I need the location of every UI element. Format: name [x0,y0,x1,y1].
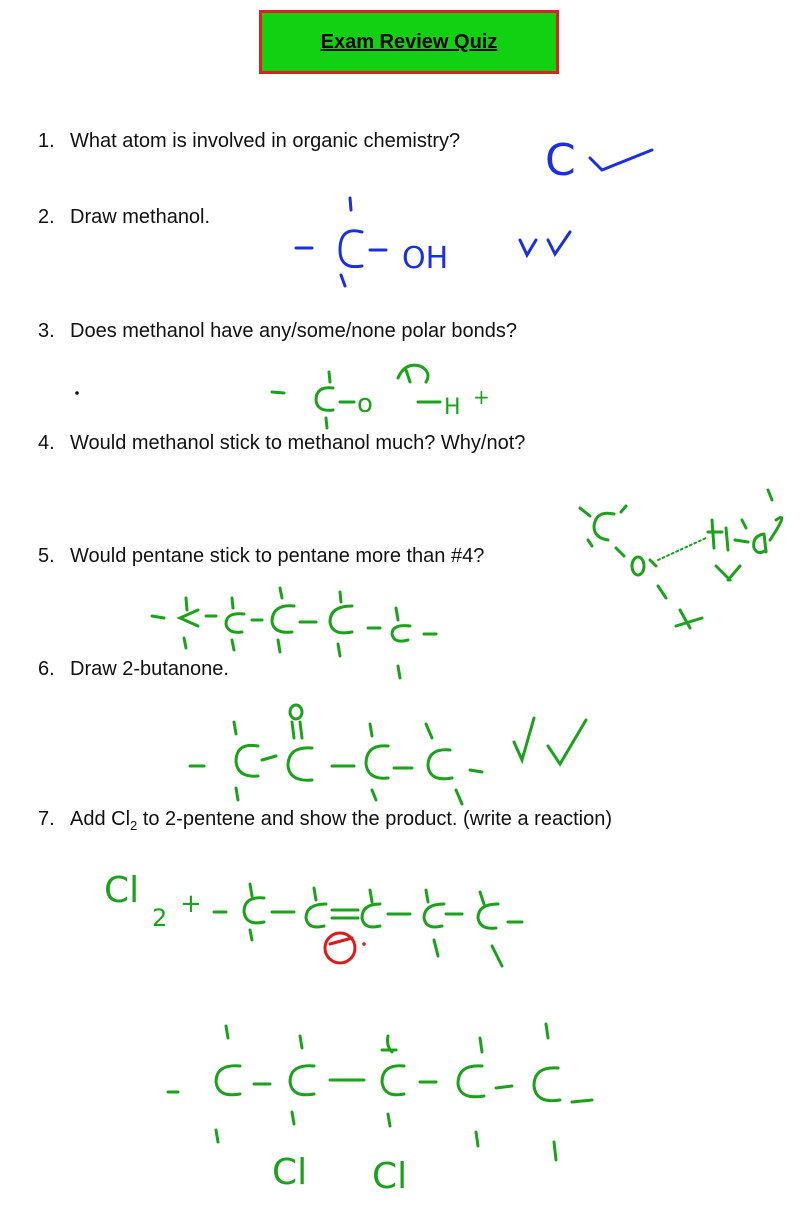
dipole-mark [406,370,410,382]
bond-line [470,770,482,772]
question-number: 5. [38,545,55,567]
answer-3-oxygen: o [357,389,373,419]
carbon-atom [216,1026,240,1142]
carbon-atom [288,748,312,780]
lone-pair-arc [398,365,428,382]
check-mark-icon [514,718,586,764]
carbon-atom [306,888,326,927]
carbon-atom [330,592,352,656]
answer-7-reaction [104,870,522,966]
reagent-subscript: 2 [152,904,168,932]
answer-4-sketch [580,490,782,628]
highlight-dot [362,942,366,946]
double-bond [292,722,302,738]
carbon-atom [180,598,198,648]
sketch-h [708,520,728,550]
carbon-atom [392,608,410,678]
bond-line [350,198,351,210]
answer-1 [545,135,652,186]
sketch-line [621,506,626,512]
sketch-line [768,490,772,500]
carbon-atom [272,588,294,652]
bond-line [262,756,276,760]
question-3 [38,320,517,343]
sketch-line [588,540,592,546]
carbon-atom [226,598,244,650]
sketch-h [676,610,702,628]
carbon-atom [424,890,444,956]
question-text: Would pentane stick to pentane more than #4? [70,545,485,567]
question-4 [38,432,525,455]
stray-dot [75,391,79,395]
sketch-y [716,566,740,580]
bond-line [326,418,327,428]
plus-sign: + [180,889,202,919]
question-1 [38,130,460,153]
carbon-atom [234,722,258,800]
question-number: 6. [38,658,55,680]
highlight-mark [330,938,352,944]
answer-3-charge: + [473,385,490,409]
answer-3-hydrogen: H [444,395,461,420]
highlight-circle [325,933,355,963]
question-text: Does methanol have any/some/none polar bonds? [70,320,517,342]
question-text: Draw methanol. [70,206,211,228]
double-bond [332,910,358,918]
reagent-cl: Cl [104,870,140,911]
sketch-line [616,548,624,556]
sketch-oxygen [632,557,644,575]
carbon-atom [458,1038,484,1146]
question-5 [38,545,484,568]
carbon-letter [340,231,362,267]
carbon-atom [382,1036,404,1126]
question-number: 7. [38,808,55,830]
carbon-atom [290,1036,314,1124]
sketch-letter [770,518,782,541]
answer-6 [190,705,586,804]
title-box [259,10,559,74]
sketch-letter [754,534,766,553]
question-text: Draw 2-butanone. [70,658,229,680]
check-mark-icon [590,150,652,170]
sketch-letter [594,513,614,540]
carbon-atom [244,884,264,940]
sketch-line [658,586,666,598]
question-text-after: to 2-pentene and show the product. (write a reaction) [137,808,612,830]
hydrogen-bond-dotted-line [658,538,706,560]
answer-3 [75,365,490,428]
answer-1-letter: C [545,135,576,186]
question-7 [38,808,612,833]
bond-line [496,1086,512,1088]
question-number: 4. [38,432,55,454]
bond-line [572,1100,592,1102]
answer-7-product [168,1024,592,1197]
check-mark-icon [520,232,570,255]
bond-line [272,392,284,393]
question-text: What atom is involved in organic chemistry? [70,130,461,152]
answer-2-oh: OH [402,241,449,276]
answer-2 [296,198,570,286]
product-cl-left: Cl [272,1152,308,1193]
product-cl-right: Cl [372,1156,408,1197]
question-text-before: Add Cl [70,808,131,830]
question-2 [38,206,210,229]
bond-line [152,616,164,618]
carbonyl-oxygen [290,705,302,719]
question-text: Would methanol stick to methanol much? Why/not? [70,432,526,454]
carbon-letter [316,388,333,411]
carbon-atom [534,1024,560,1160]
page-title: Exam Review Quiz [320,30,498,53]
question-text-subscript: 2 [130,818,138,833]
carbon-atom [362,890,380,927]
question-number: 1. [38,130,55,152]
question-6 [38,658,229,681]
sketch-line [735,540,748,542]
sketch-line [742,520,746,528]
carbon-atom [478,892,502,966]
carbon-atom [366,724,388,800]
bond-line [341,275,345,286]
question-number: 3. [38,320,55,342]
bond-line [329,372,330,382]
sketch-line [580,508,590,516]
sketch-line [650,560,656,566]
carbon-atom [426,724,462,804]
question-number: 2. [38,206,55,228]
